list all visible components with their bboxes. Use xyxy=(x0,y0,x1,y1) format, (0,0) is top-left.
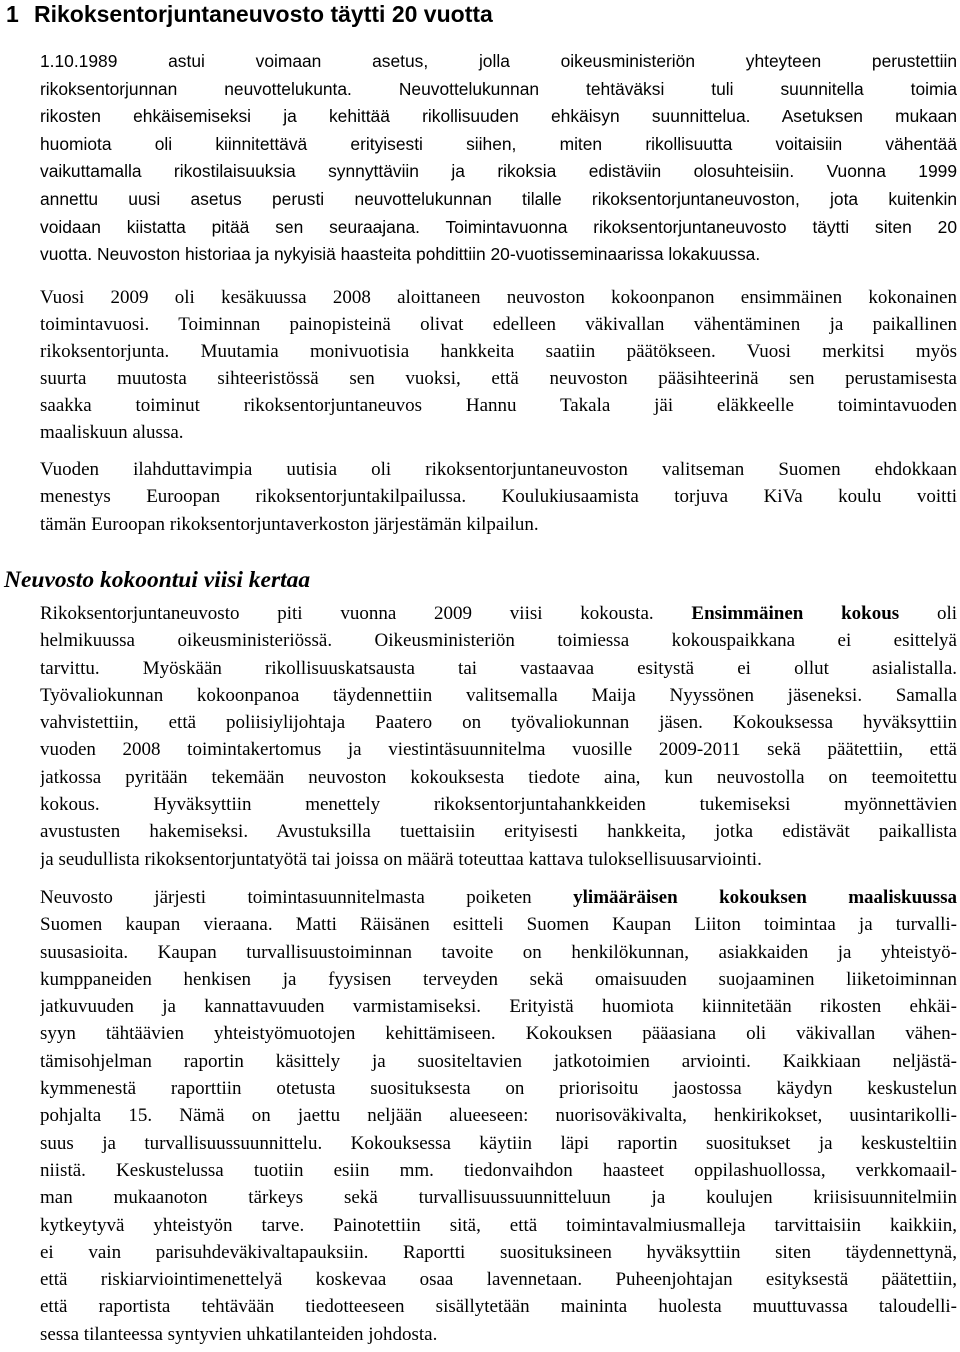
text-line: kymmenestä raporttiin otetusta suosituksesta on priorisoitu jaostossa käydyn keskustelun xyxy=(40,1078,957,1100)
text-line: saakka toiminut rikoksentorjuntaneuvos Hannu Takala jäi eläkkeelle toimintavuoden xyxy=(40,395,957,416)
text-line: ei vain parisuhdeväkivaltapauksiin. Raportti suosituksineen hyväksyttiin siten täydennettynä, xyxy=(40,1241,957,1263)
text-line: rikoksentorjunnan neuvottelukunta. Neuvottelukunnan tehtäväksi tuli suunnitella toimia xyxy=(40,78,957,99)
text-line: tämisohjelman raportin käsittely ja suositeltavien jatkotoimien arviointi. Kaikkiaan neljästä- xyxy=(40,1050,957,1072)
text-line: tarvittu. Myöskään rikollisuuskatsausta tai vastaavaa esitystä ei ollut asialistalla. xyxy=(40,657,957,679)
text-line: niistä. Keskustelussa tuotiin esiin mm. tiedonvaihdon haasteet oppilashuollossa, verkkomaail- xyxy=(40,1159,957,1181)
paragraph-founding xyxy=(40,48,957,269)
text-line: voidaan kiistatta pitää sen seuraajana. Toimintavuonna rikoksentorjuntaneuvosto täytti siten 20 xyxy=(40,216,957,237)
bold-phrase: ylimääräisen kokouksen maaliskuussa xyxy=(573,887,957,908)
text-line: annettu uusi asetus perusti neuvottelukunnan tilalle rikoksentorjuntaneuvoston, jota kuitenkin xyxy=(40,188,957,209)
text-line: rikosten ehkäisemiseksi ja kehittää rikollisuuden ehkäisyn suunnittelua. Asetuksen mukaan xyxy=(40,106,957,127)
text-line: helmikuussa oikeusministeriössä. Oikeusministeriön toimiessa kokouspaikkana ei esittelyä xyxy=(40,630,957,652)
bold-phrase: Ensimmäinen kokous xyxy=(691,603,900,624)
text-line: vahvistettiin, että poliisiylijohtaja Paatero on työvaliokunnan jäsen. Kokouksessa hyväksyttiin xyxy=(40,712,957,734)
text-line: jatkossa pyritään tekemään neuvoston kokouksesta tiedote aina, kun neuvostolla on teemoitettu xyxy=(40,766,957,788)
text-line: man mukaanoton tärkeys sekä turvallisuussuunnitteluun ja koulujen kriisisuunnitelmiin xyxy=(40,1187,957,1209)
text-line xyxy=(40,884,957,911)
text-line: kokous. Hyväksyttiin menettely rikoksentorjuntahankkeiden tukemiseksi myönnettävien xyxy=(40,794,957,816)
text-line xyxy=(40,600,957,627)
text-line: suusasioita. Kaupan turvallisuustoiminnan tavoite on henkilökunnan, asiakkaiden ja yhteistyö- xyxy=(40,941,957,963)
text-run: Neuvosto järjesti toimintasuunnitelmasta poiketen xyxy=(40,887,574,908)
section-number: 1 xyxy=(6,1,19,27)
text-line: Vuosi 2009 oli kesäkuussa 2008 aloittaneen neuvoston kokoonpanon ensimmäinen kokonainen xyxy=(40,287,957,308)
text-line: Suomen kaupan vieraana. Matti Räisänen esitteli Suomen Kaupan Liiton toimintaa ja turvalli- xyxy=(40,914,957,936)
text-line: sessa tilanteessa syntyvien uhkatilanteiden johdosta. xyxy=(40,1323,438,1345)
paragraph-year-2009 xyxy=(40,284,957,446)
text-line: kumppaneiden henkisen ja fyysisen terveyden sekä omaisuuden suojaaminen liiketoiminnan xyxy=(40,968,957,990)
section-heading-1 xyxy=(6,0,493,28)
text-line: että riskiarviointimenettelyä koskevaa osaa lavennetaan. Puheenjohtajan esityksestä päätettiin, xyxy=(40,1269,957,1291)
paragraph-first-meeting xyxy=(40,600,957,873)
text-line: vuoden 2008 toimintakertomus ja viestintäsuunnitelma vuosille 2009-2011 sekä päätettiin, että xyxy=(40,739,957,761)
text-line: tämän Euroopan rikoksentorjuntaverkoston järjestämän kilpailun. xyxy=(40,513,539,535)
text-line: pohjalta 15. Nämä on jaettu neljään alueeseen: nuorisoväkivalta, henkirikokset, uusintarikolli- xyxy=(40,1105,957,1127)
text-line: kytkeytyvä yhteistyön tarve. Painotettiin sitä, että toimintavalmiusmalleja tarvittaisiin kaikkiin, xyxy=(40,1214,957,1236)
section-title: Rikoksentorjuntaneuvosto täytti 20 vuotta xyxy=(34,1,493,27)
text-line: toimintavuosi. Toiminnan painopisteinä olivat edelleen väkivallan vähentäminen ja paikallinen xyxy=(40,314,957,335)
text-run: Rikoksentorjuntaneuvosto piti vuonna 2009 viisi kokousta. xyxy=(40,603,692,624)
text-run: oli xyxy=(899,603,957,624)
text-line: ja seudullista rikoksentorjuntatyötä tai joissa on määrä toteuttaa kattava tuloksellisuusarviointi. xyxy=(40,848,762,870)
text-line: että raportista tehtävään tiedotteeseen sisällytetään maininta huolesta muuttuvassa taloudelli- xyxy=(40,1296,957,1318)
text-line: vaikuttamalla rikostilaisuuksia synnyttäviin ja rikoksia edistäviin olosuhteisiin. Vuonna 1999 xyxy=(40,161,957,182)
text-line: syyn tähtäävien yhteistyömuotojen kehittämiseen. Kokouksen pääasiana oli väkivallan vähen- xyxy=(40,1023,957,1045)
text-line: 1.10.1989 astui voimaan asetus, jolla oikeusministeriön yhteyteen perustettiin xyxy=(40,51,957,71)
text-line: jatkuvuuden ja kannattavuuden varmistamiseksi. Erityistä huomiota kiinnitetään rikosten ehkäi- xyxy=(40,996,957,1018)
text-line: huomiota oli kiinnitettävä erityisesti siihen, miten rikollisuutta voitaisiin vähentää xyxy=(40,133,957,154)
paragraph-extra-meeting xyxy=(40,884,957,1348)
text-line: rikoksentorjunta. Muutamia monivuotisia hankkeita saatiin päätökseen. Vuosi merkitsi myös xyxy=(40,341,957,362)
text-line: suurta muutosta sihteeristössä sen vuoksi, että neuvoston pääsihteerinä sen perustamisesta xyxy=(40,368,957,389)
text-line: vuotta. Neuvoston historiaa ja nykyisiä haasteita pohdittiin 20-vuotisseminaarissa lokakuussa. xyxy=(40,244,761,265)
section-heading-2: Neuvosto kokoontui viisi kertaa xyxy=(4,567,311,593)
paragraph-kiva xyxy=(40,456,957,538)
text-line: Työvaliokunnan kokoonpanoa täydennettiin valitsemalla Maija Nyyssönen jäseneksi. Samalla xyxy=(40,684,957,706)
text-line: suus ja turvallisuussuunnittelu. Kokouksessa käytiin läpi raportin suositukset ja keskusteltiin xyxy=(40,1132,957,1154)
text-line: Vuoden ilahduttavimpia uutisia oli rikoksentorjuntaneuvoston valitseman Suomen ehdokkaan xyxy=(40,459,957,480)
text-line: maaliskuun alussa. xyxy=(40,422,184,443)
text-line: avustusten hakemiseksi. Avustuksilla tuettaisiin erityisesti hankkeita, jotka edistävät paikallista xyxy=(40,821,957,843)
text-line: menestys Euroopan rikoksentorjuntakilpailussa. Koulukiusaamista torjuva KiVa koulu voitti xyxy=(40,486,957,508)
